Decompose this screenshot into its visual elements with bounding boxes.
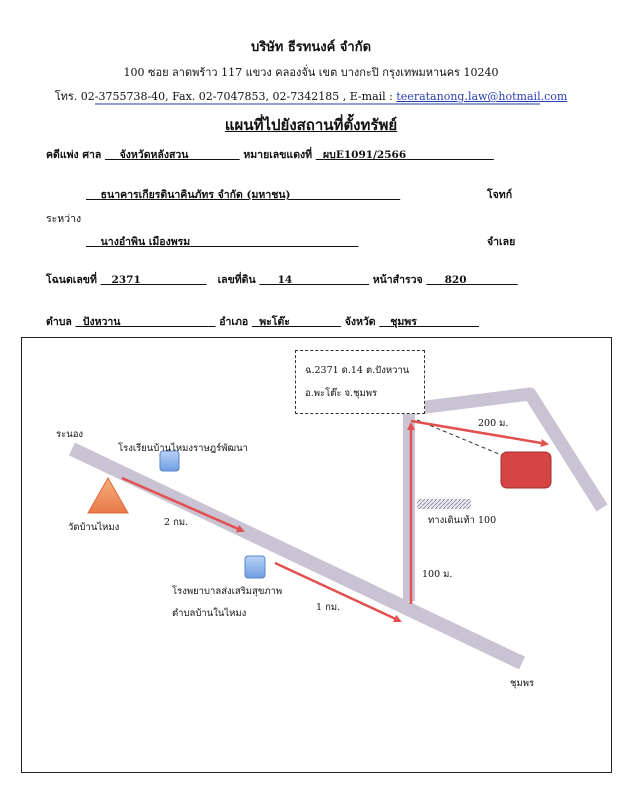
- plaintiff-role: โจทก์: [487, 189, 513, 201]
- province-value: ชุมพร: [390, 316, 417, 328]
- defendant-value: นางอำพิน เมืองพรม: [100, 236, 191, 248]
- school-icon: [160, 451, 179, 471]
- note-line-1: ฉ.2371 ด.14 ต.ปังหวาน: [305, 365, 410, 376]
- case-no-value: ผบE1091/2566: [323, 149, 407, 161]
- main-road: [72, 449, 522, 663]
- page-title: แผนที่ไปยังสถานที่ตั้งทรัพย์: [224, 116, 398, 134]
- label-chumphon: ชุมพร: [510, 678, 535, 689]
- land-no-value: 14: [277, 274, 293, 286]
- label-footpath: ทางเดินเท้า 100: [428, 515, 497, 526]
- label-hospital-2: ตำบลบ้านในไหมง: [172, 608, 247, 619]
- footpath: [417, 499, 471, 509]
- hospital-icon: [245, 556, 265, 578]
- label-200m: 200 ม.: [478, 418, 509, 429]
- plaintiff-row: [86, 190, 400, 201]
- court-row: [46, 150, 494, 161]
- land-note-box: [295, 350, 425, 414]
- company-name: บริษัท ธีรทนงค์ จำกัด: [250, 40, 372, 55]
- location-map: [21, 337, 612, 773]
- temple-icon: [88, 478, 128, 513]
- between-label: ระหว่าง: [46, 213, 82, 225]
- label-100m: 100 ม.: [422, 569, 453, 580]
- location-row: [46, 317, 479, 328]
- header-divider: [95, 103, 540, 105]
- province-label: จังหวัด: [344, 316, 376, 328]
- company-contact: [0, 91, 622, 102]
- subdistrict-value: ปังหวาน: [82, 316, 121, 328]
- deed-label: โฉนดเลขที่: [46, 274, 97, 286]
- upper-road: [402, 394, 602, 508]
- note-line-2: อ.พะโต๊ะ จ.ชุมพร: [305, 388, 378, 399]
- contact-text: โทร. 02-3755738-40, Fax. 02-7047853, 02-7342185 , E-mail :: [54, 90, 397, 103]
- survey-label: หน้าสำรวจ: [372, 274, 423, 286]
- district-value: พะโต๊ะ: [259, 316, 290, 328]
- label-hospital-1: โรงพยาบาลส่งเสริมสุขภาพ: [172, 586, 283, 597]
- land-no-label: เลขที่ดิน: [217, 274, 256, 286]
- label-ranong: ระนอง: [56, 429, 84, 440]
- court-value: จังหวัดหลังสวน: [119, 149, 189, 161]
- label-temple: วัดบ้านไหมง: [68, 522, 120, 533]
- label-school: โรงเรียนบ้านไหมงราษฎร์พัฒนา: [118, 443, 248, 454]
- survey-value: 820: [444, 274, 467, 286]
- email-link[interactable]: teeratanong.law@hotmail.com: [396, 90, 568, 103]
- defendant-role: จำเลย: [487, 236, 516, 248]
- plaintiff-value: ธนาคารเกียรตินาคินภัทร จำกัด (มหาชน): [100, 189, 291, 201]
- deed-value: 2371: [111, 274, 141, 286]
- property-marker: [501, 452, 551, 488]
- deed-row: [46, 275, 518, 286]
- court-label: คดีแพ่ง ศาล: [46, 149, 102, 161]
- case-no-label: หมายเลขแดงที่: [243, 149, 313, 161]
- label-2km: 2 กม.: [164, 517, 189, 528]
- subdistrict-label: ตำบล: [46, 316, 72, 328]
- company-address: 100 ซอย ลาดพร้าว 117 แขวง คลองจั่น เขต บางกะปิ กรุงเทพมหานคร 10240: [123, 66, 499, 79]
- label-1km: 1 กม.: [316, 602, 341, 613]
- district-label: อำเภอ: [219, 316, 249, 328]
- defendant-row: [86, 237, 358, 248]
